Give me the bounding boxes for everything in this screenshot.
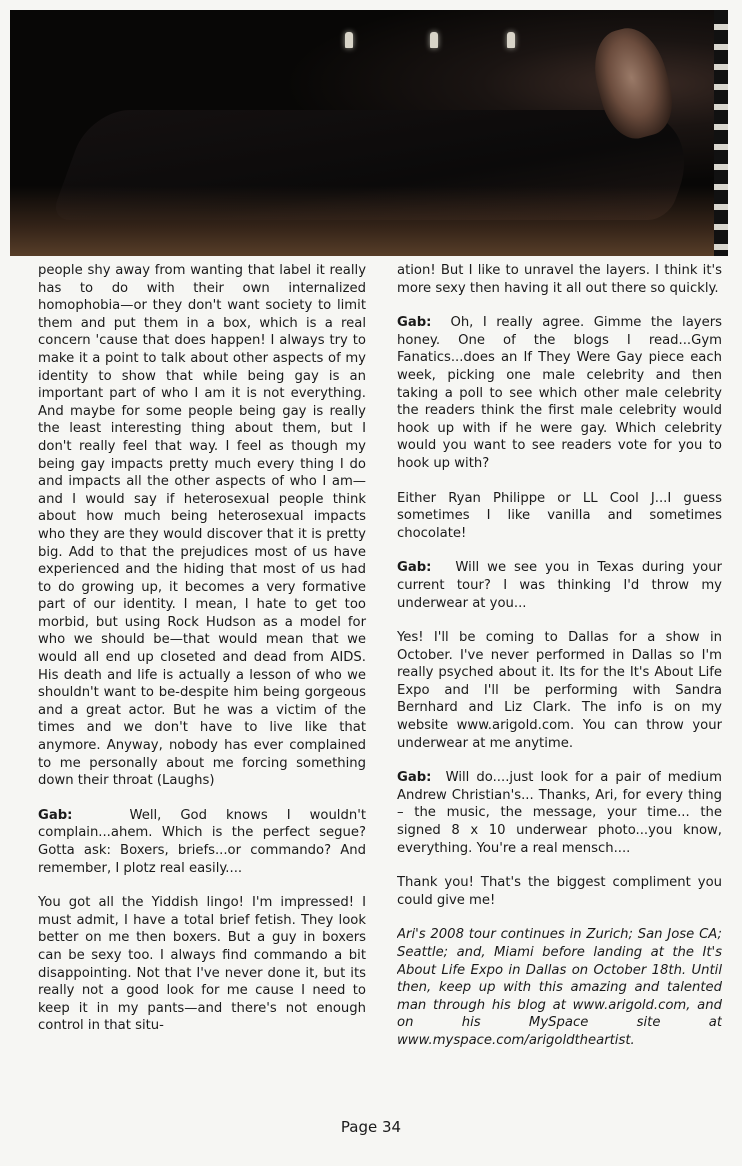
left-column	[38, 262, 366, 1052]
speaker-label: Gab:	[397, 560, 432, 576]
question-text: Will do....just look for a pair of medium Andrew Christian's... Thanks, Ari, for every thing – the music, the message, your time... the signed 8 x 10 underwear photo...you know, everything. You're a real mensch....	[397, 770, 722, 856]
question-paragraph	[397, 769, 722, 857]
floor-reflection	[10, 186, 728, 256]
filmstrip-edge	[714, 10, 728, 256]
question-text: Well, God knows I wouldn't complain...ahem. Which is the perfect segue? Gotta ask: Boxers, briefs...or commando? And remember, I plotz real easily....	[38, 807, 366, 876]
ceiling-light	[430, 32, 438, 48]
answer-paragraph: Either Ryan Philippe or LL Cool J...I guess sometimes I like vanilla and sometimes chocolate!	[397, 490, 722, 541]
question-paragraph	[38, 807, 366, 877]
question-paragraph	[397, 314, 722, 472]
ceiling-light	[507, 32, 515, 48]
header-photo	[10, 10, 728, 256]
page-number: Page 34	[340, 1118, 402, 1136]
ceiling-light	[345, 32, 353, 48]
right-column	[397, 262, 722, 1067]
tour-info-paragraph: Ari's 2008 tour continues in Zurich; San Jose CA; Seattle; and, Miami before landing at the It's About Life Expo in Dallas on October 18th. Until then, keep up with this amazing and talented man through his blog at www.arigold.com, and on his MySpace site at www.myspace.com/arigoldtheartist.	[397, 927, 722, 1048]
question-text: Will we see you in Texas during your current tour? I was thinking I'd throw my underwear at you...	[397, 560, 722, 611]
speaker-label: Gab:	[38, 807, 73, 823]
answer-paragraph: people shy away from wanting that label it really has to do with their own internalized homophobia—or they don't want society to limit them and put them in a box, which is a real concern 'cause that does happen! I always try to make it a point to talk about other aspects of my identity to show that while being gay is an important part of who I am it is not everything. And maybe for some people being gay is really the least interesting thing about them, but I don't really feel that way. I feel as though my being gay impacts pretty much every thing I do and impacts all the other aspects of who I am—and I would say if heterosexual people think about how much being heterosexual impacts who they are they would discover that it is pretty big. Add to that the prejudices most of us have experienced and the hiding that most of us had to do growing up, it becomes a very formative part of our identity. I mean, I hate to get too morbid, but using Rock Hudson as a model for who we should be—that would mean that we would all end up closeted and dead from AIDS. His death and life is actually a lesson of who we shouldn't want to be-despite him being gorgeous and a great actor. But he was a victim of the times and we don't have to live like that anymore. Anyway, nobody has ever complained to me personally about me forcing something down their throat (Laughs)	[38, 263, 366, 789]
answer-paragraph: You got all the Yiddish lingo! I'm impressed! I must admit, I have a total brief fetish. They look better on me then boxers. But a guy in boxers can be sexy too. I always find commando a bit disappointing. Not that I've never done it, but its really not a good look for me cause I need to keep it in my pants—and there's not enough control in that situ-	[38, 895, 366, 1034]
answer-paragraph: Thank you! That's the biggest compliment you could give me!	[397, 875, 722, 908]
question-paragraph	[397, 559, 722, 612]
speaker-label: Gab:	[397, 315, 432, 331]
speaker-label: Gab:	[397, 770, 432, 786]
answer-paragraph: Yes! I'll be coming to Dallas for a show in October. I've never performed in Dallas so I'm really psyched about it. Its for the It's About Life Expo and I'll be performing with Sandra Bernhard and Liz Clark. The info is on my website www.arigold.com. You can throw your underwear at me anytime.	[397, 630, 722, 751]
answer-paragraph: ation! But I like to unravel the layers. I think it's more sexy then having it all out there so quickly.	[397, 263, 722, 296]
question-text: Oh, I really agree. Gimme the layers honey. One of the blogs I read...Gym Fanatics...does an If They Were Gay piece each week, picking one male celebrity and then taking a poll to see which other male celebrity the readers think the first male celebrity would hook up with if he were gay. Which celebrity would you want to see readers vote for you to hook up with?	[397, 315, 722, 471]
